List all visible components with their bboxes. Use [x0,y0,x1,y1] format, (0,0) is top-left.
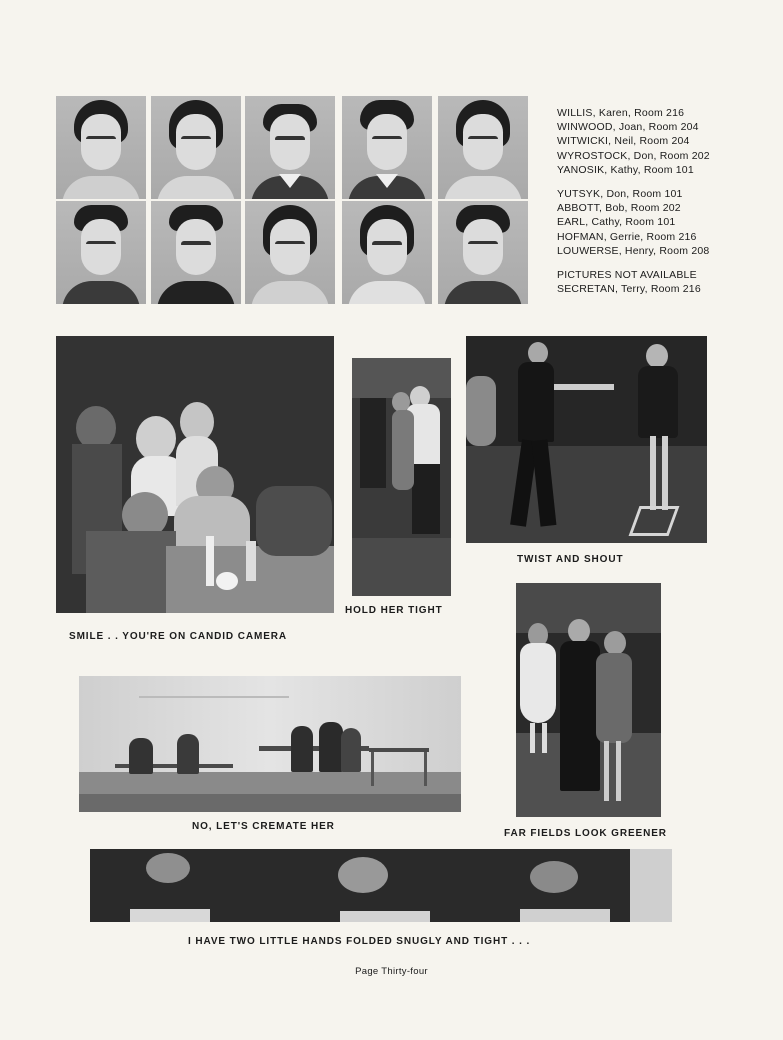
portrait-louwerse-henry [438,201,528,304]
portrait-willis-karen [56,96,146,199]
caption-cremate-her: NO, LET'S CREMATE HER [192,821,335,832]
caption-two-little-hands: I HAVE TWO LITTLE HANDS FOLDED SNUGLY AND TIGHT . . . [188,936,531,947]
photo-cremate-her [79,676,461,812]
photo-candid-camera [56,336,334,613]
photo-twist-and-shout [466,336,707,543]
student-name: LOUWERSE, Henry, Room 208 [557,244,710,257]
student-name-list [557,106,710,296]
portrait-yutsyk-don [56,201,146,304]
student-name: YUTSYK, Don, Room 101 [557,188,683,201]
photo-far-fields [516,583,661,817]
caption-twist-and-shout: TWIST AND SHOUT [517,554,624,565]
student-name: EARL, Cathy, Room 101 [557,216,676,229]
student-name: HOFMAN, Gerrie, Room 216 [557,230,697,243]
student-name: SECRETAN, Terry, Room 216 [557,283,701,296]
student-name: ABBOTT, Bob, Room 202 [557,202,681,215]
photo-hold-her-tight [352,358,451,596]
portrait-yanosik-kathy [438,96,528,199]
page-number: Page Thirty-four [355,966,428,977]
caption-candid-camera: SMILE . . YOU'RE ON CANDID CAMERA [69,631,288,642]
student-name: WINWOOD, Joan, Room 204 [557,121,699,134]
portrait-earl-cathy [245,201,335,304]
student-name: YANOSIK, Kathy, Room 101 [557,163,694,176]
portrait-wyrostock-don [342,96,432,199]
student-name: WYROSTOCK, Don, Room 202 [557,149,710,162]
portrait-winwood-joan [151,96,241,199]
photo-two-little-hands [90,849,672,922]
student-name: WITWICKI, Neil, Room 204 [557,135,690,148]
caption-hold-her-tight: HOLD HER TIGHT [345,605,443,616]
portrait-abbott-bob [151,201,241,304]
student-name: WILLIS, Karen, Room 216 [557,107,685,119]
portrait-hofman-gerrie [342,201,432,304]
portrait-witwicki-neil [245,96,335,199]
pictures-not-available-heading: PICTURES NOT AVAILABLE [557,269,697,282]
caption-far-fields: FAR FIELDS LOOK GREENER [504,828,667,839]
